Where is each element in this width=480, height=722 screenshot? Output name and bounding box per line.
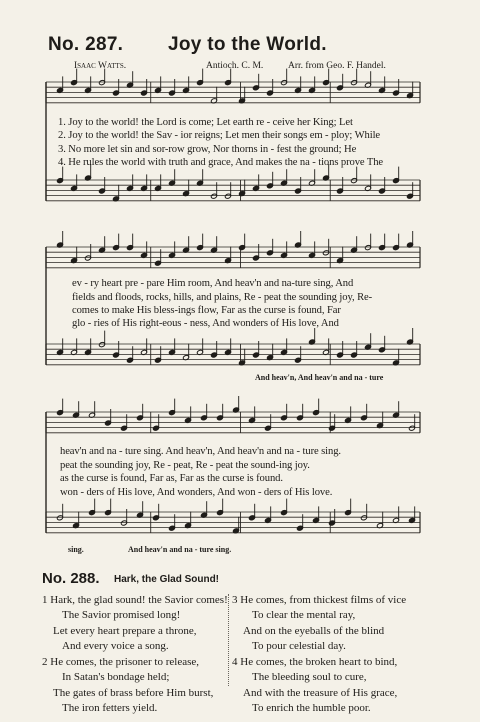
verse-line-2: 2. Joy to the world! the Sav - ior reigns; Let men their songs em - ploy; While — [58, 130, 381, 141]
stanza-line: He comes, the broken heart to bind, — [240, 656, 398, 668]
verse-line-2: fields and floods, rocks, hills, and plains, Re - peat the sounding joy, Re- — [72, 292, 373, 303]
hymn-number: No. 287. — [48, 34, 124, 55]
stanza-line: To pour celestial day. — [252, 639, 346, 652]
stanza-line: To clear the mental ray, — [252, 609, 356, 622]
verse-line-4: glo - ries of His right-eous - ness, And wonders of His love, And — [72, 318, 339, 329]
verse-line-3: 3. No more let sin and sor-row grow, Nor thorns in - fest the ground; He — [58, 144, 357, 155]
stanza-number: 4 — [232, 656, 238, 668]
verse-line-2: peat the sounding joy, Re - peat, Re - peat the sound-ing joy. — [60, 460, 310, 471]
stanza-number: 1 — [42, 594, 48, 606]
stanza-line: And with the treasure of His grace, — [243, 686, 398, 699]
bass-lyric: And heav'n and na - ture sing. — [128, 545, 232, 554]
stanza-number: 3 — [232, 594, 238, 606]
column-divider — [228, 594, 230, 686]
stanza — [232, 593, 406, 654]
stanza-line: Let every heart prepare a throne, — [53, 624, 197, 637]
bass-lyric: sing. — [68, 545, 84, 554]
verse-line-4: won - ders of His love, And wonders, And won - ders of His love. — [60, 487, 333, 498]
stanza-line: The Savior promised long! — [62, 609, 181, 622]
verse-line-1: heav'n and na - ture sing. And heav'n, And heav'n and na - ture sing. — [60, 446, 341, 457]
stanza-line: The bleeding soul to cure, — [252, 671, 367, 684]
verse-line-3: comes to make His bless-ings flow, Far as the curse is found, Far — [72, 305, 341, 316]
verse-line-1: 1. Joy to the world! the Lord is come; Let earth re - ceive her King; Let — [58, 117, 353, 128]
stanza-line: He comes, from thickest films of vice — [240, 594, 407, 606]
stanza-line: In Satan's bondage held; — [62, 671, 170, 684]
verse-line-1: ev - ry heart pre - pare Him room, And heav'n and na-ture sing, And — [72, 278, 354, 289]
arranger-credit: Arr. from Geo. F. Handel. — [288, 61, 386, 71]
author-credit: Isaac Watts. — [74, 61, 127, 71]
stanza-line: The gates of brass before Him burst, — [53, 686, 214, 699]
verse-line-4: 4. He rules the world with truth and grace, And makes the na - tions prove The — [58, 157, 384, 168]
hymn-title: Joy to the World. — [168, 34, 327, 55]
stanza-number: 2 — [42, 656, 48, 668]
stanza-line: And on the eyeballs of the blind — [243, 624, 385, 637]
hymn-title: Hark, the Glad Sound! — [114, 574, 220, 585]
stanza-line: The iron fetters yield. — [62, 701, 158, 714]
stanza-line: And every voice a song. — [62, 639, 169, 652]
stanza-line: He comes, the prisoner to release, — [50, 656, 199, 668]
stanza-line: Hark, the glad sound! the Savior comes! — [50, 594, 228, 606]
stanza — [42, 593, 228, 654]
bass-lyric: And heav'n, And heav'n and na - ture — [255, 373, 384, 382]
stanza — [232, 655, 397, 716]
stanza — [42, 655, 213, 716]
hymn-number: No. 288. — [42, 570, 100, 587]
tune-name: Antioch. C. M. — [206, 61, 264, 71]
verse-line-3: as the curse is found, Far as, Far as the curse is found. — [60, 473, 283, 484]
stanza-line: To enrich the humble poor. — [252, 701, 371, 714]
